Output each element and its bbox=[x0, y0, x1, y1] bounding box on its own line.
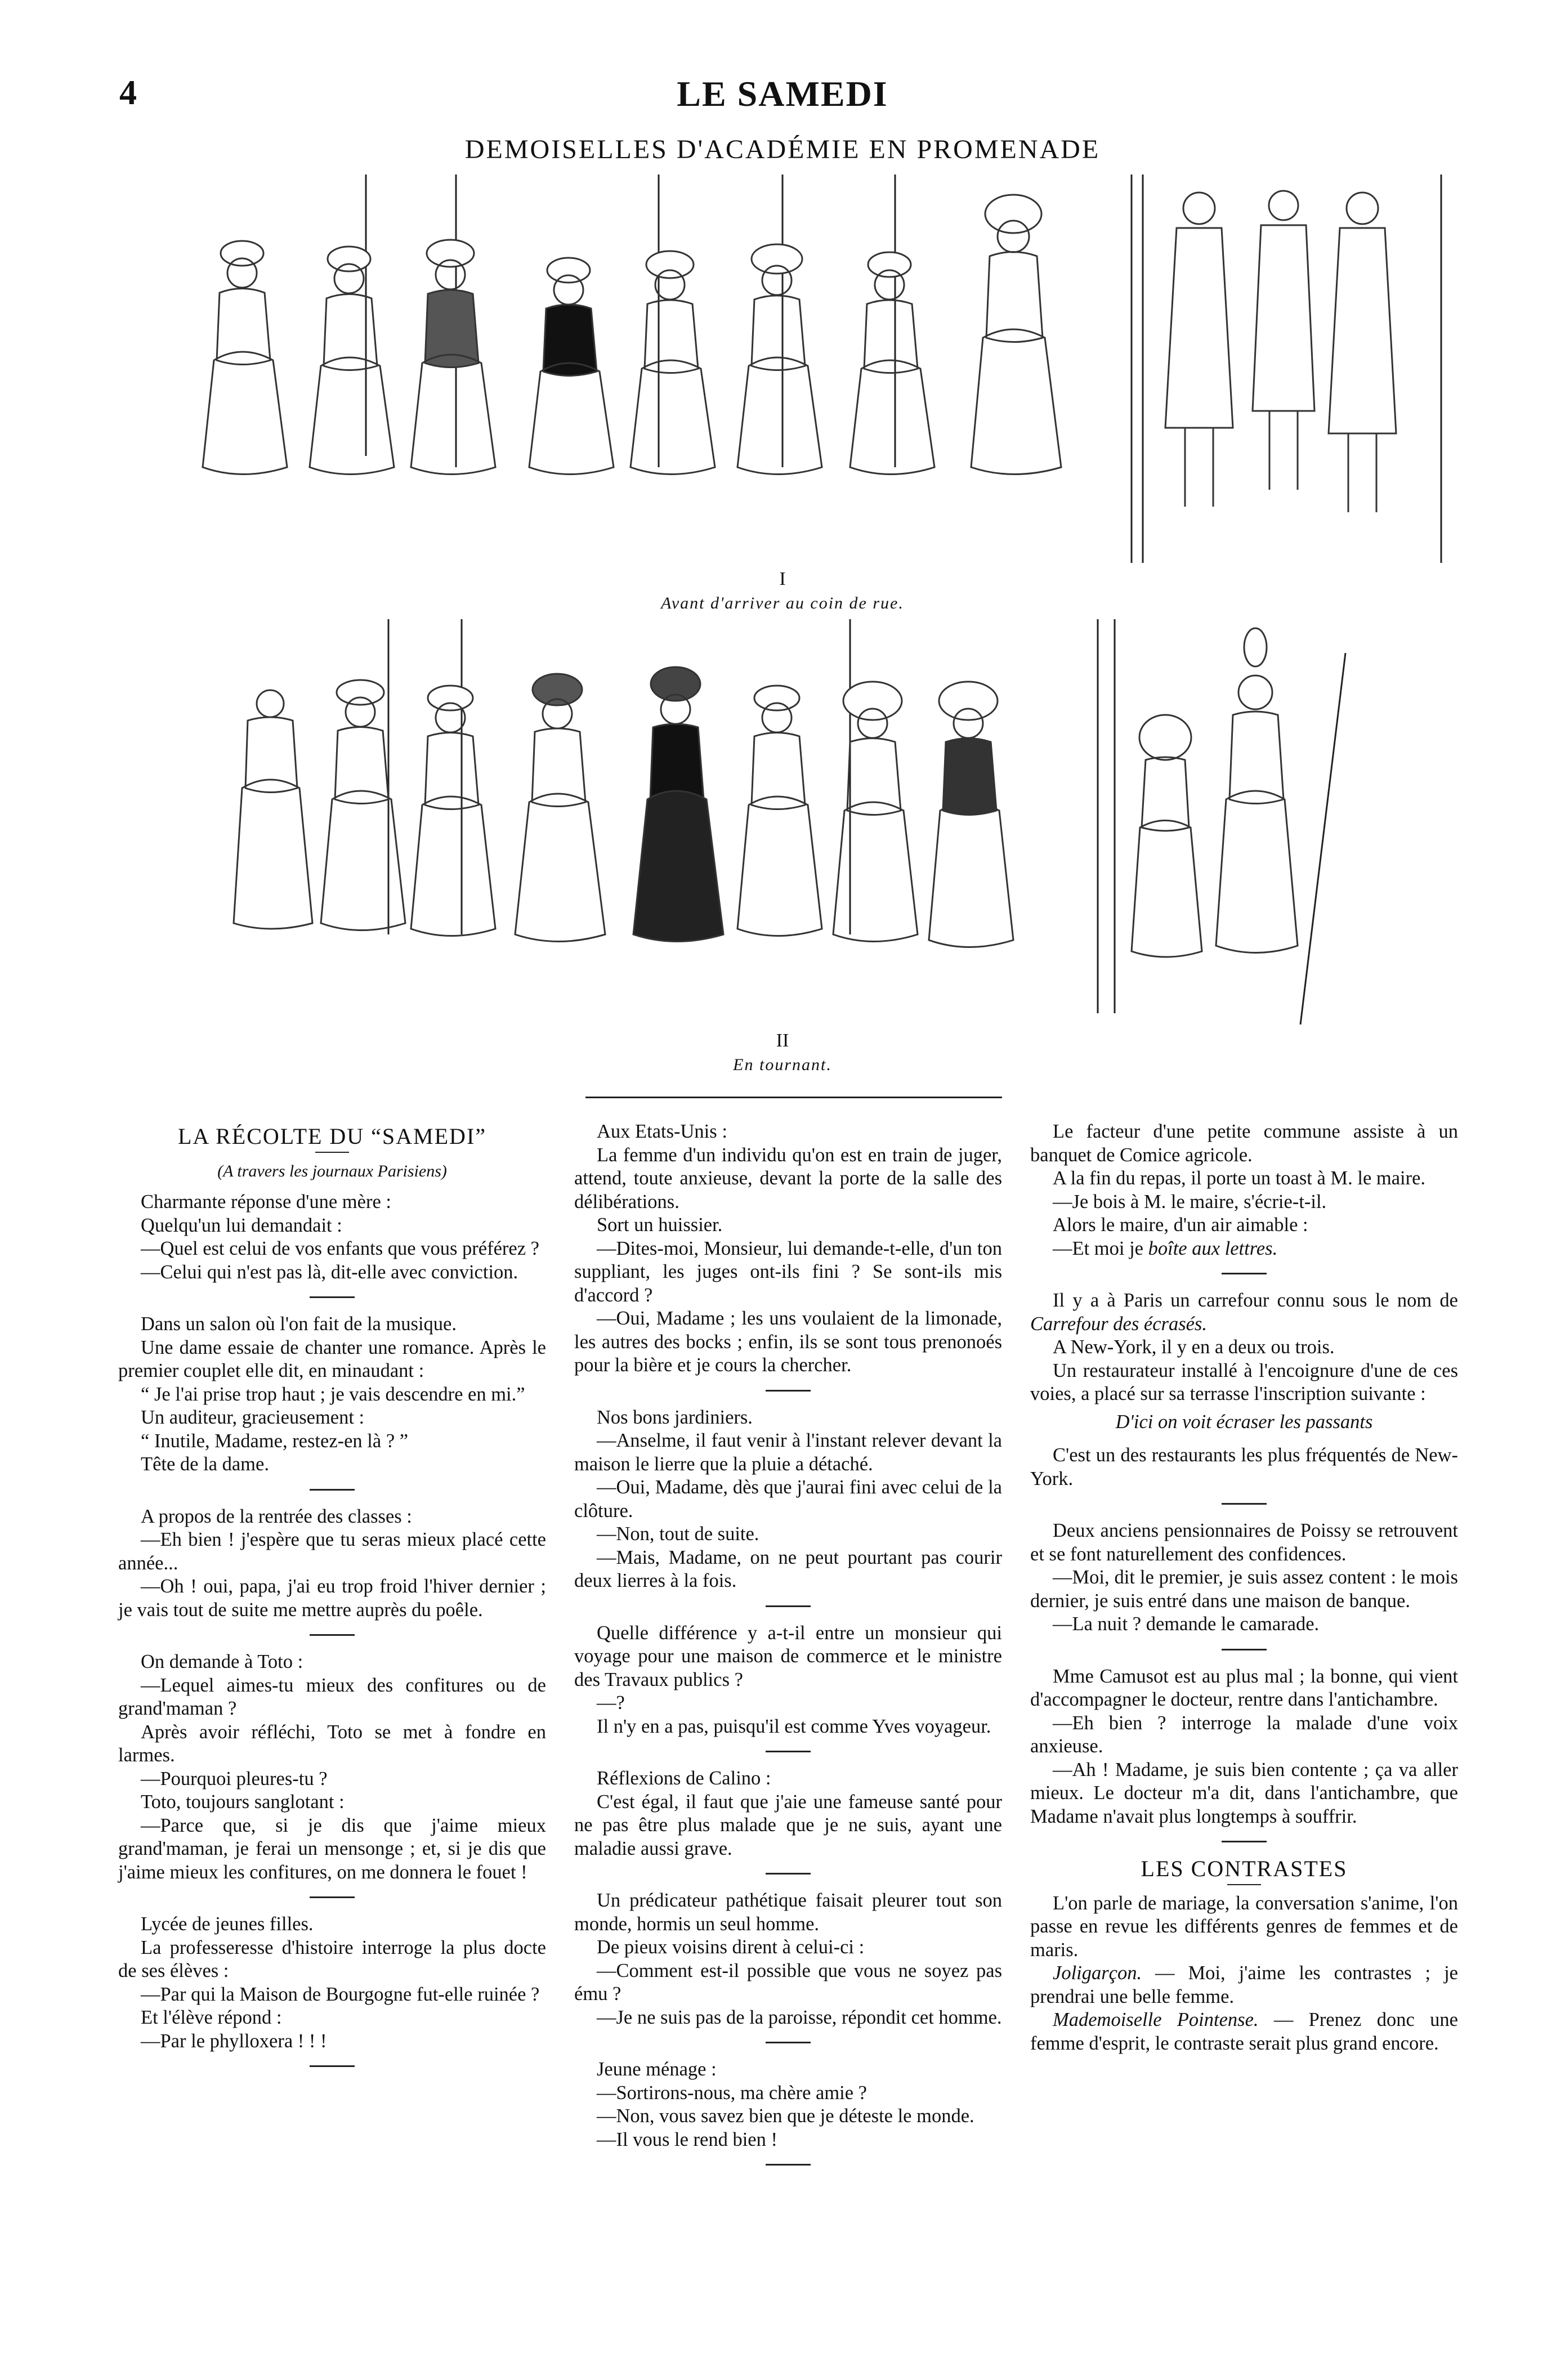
column-2 bbox=[574, 1120, 1002, 2180]
paragraph: —Non, tout de suite. bbox=[597, 1523, 759, 1545]
masthead-title: LE SAMEDI bbox=[677, 74, 888, 114]
paragraph: L'on parle de mariage, la conversation s'anime, l'on passe en revue les différents genres de femmes et de maris. bbox=[1030, 1892, 1458, 1961]
heading-rule bbox=[315, 1152, 349, 1153]
column-1 bbox=[118, 1120, 546, 2082]
separator-rule bbox=[310, 2065, 355, 2067]
paragraph: Charmante réponse d'une mère : bbox=[141, 1191, 391, 1213]
paragraph: —Parce que, si je dis que j'aime mieux grand'maman, je ferai un mensonge ; et, si je dis que j'aime mieux les confitures, on me donnera le fouet ! bbox=[118, 1814, 546, 1883]
inscription-text: D'ici on voit écraser les passants bbox=[1115, 1411, 1373, 1433]
separator-rule bbox=[310, 1634, 355, 1636]
italic-text-run: Joligarçon. bbox=[1053, 1962, 1142, 1984]
paragraph: Mme Camusot est au plus mal ; la bonne, qui vient d'accompagner le docteur, rentre dans l'antichambre. bbox=[1030, 1665, 1458, 1710]
paragraph: Un prédicateur pathétique faisait pleurer tout son monde, hormis un seul homme. bbox=[574, 1890, 1002, 1935]
paragraph: —Non, vous savez bien que je déteste le monde. bbox=[597, 2105, 974, 2127]
separator-rule bbox=[310, 1489, 355, 1491]
women-figures bbox=[203, 191, 1396, 512]
paragraph: —Celui qui n'est pas là, dit-elle avec conviction. bbox=[141, 1261, 518, 1283]
paragraph: —Mais, Madame, on ne peut pourtant pas courir deux lierres à la fois. bbox=[574, 1546, 1002, 1591]
panel-1-number: I bbox=[779, 569, 786, 589]
paragraph: Deux anciens pensionnaires de Poissy se retrouvent et se font naturellement des confidences. bbox=[1030, 1520, 1458, 1565]
section-heading-contrastes: LES CONTRASTES bbox=[1141, 1856, 1348, 1881]
separator-rule bbox=[766, 1605, 811, 1607]
panel-2-caption: En tournant. bbox=[733, 1055, 832, 1074]
paragraph: —Anselme, il faut venir à l'instant relever devant la maison le lierre que la pluie a détaché. bbox=[574, 1430, 1002, 1475]
italic-text-run: Carrefour des écrasés. bbox=[1030, 1313, 1207, 1335]
paragraph: “ Je l'ai prise trop haut ; je vais descendre en mi.” bbox=[141, 1383, 525, 1405]
paragraph bbox=[1030, 2008, 1458, 2055]
text-run: Il y a à Paris un carrefour connu sous le nom de bbox=[1053, 1290, 1458, 1311]
paragraph: Le facteur d'une petite commune assiste à un banquet de Comice agricole. bbox=[1030, 1121, 1458, 1166]
text-run: — Prenez donc une femme d'esprit, le contraste serait plus grand encore. bbox=[1030, 2009, 1458, 2054]
paragraph: “ Inutile, Madame, restez-en là ? ” bbox=[141, 1430, 409, 1452]
separator-rule bbox=[310, 1296, 355, 1298]
paragraph: La femme d'un individu qu'on est en train de juger, attend, toute anxieuse, devant la porte de la salle des délibérations. bbox=[574, 1144, 1002, 1213]
paragraph: C'est égal, il faut que j'aie une fameuse santé pour ne pas être plus malade que je ne suis, ayant une maladie aussi grave. bbox=[574, 1791, 1002, 1859]
paragraph: —Par qui la Maison de Bourgogne fut-elle ruinée ? bbox=[141, 1983, 540, 2005]
paragraph: —Quel est celui de vos enfants que vous préférez ? bbox=[141, 1238, 539, 1259]
paragraph: Dans un salon où l'on fait de la musique. bbox=[141, 1313, 457, 1335]
paragraph: —Ah ! Madame, je suis bien contente ; ça va aller mieux. Le docteur m'a dit, dans l'antichambre, que Madame n'avait plus longtemps à souffrir. bbox=[1030, 1759, 1458, 1827]
paragraph: —Dites-moi, Monsieur, lui demande-t-elle, d'un ton suppliant, les juges ont-ils fini ? Se sont-ils mis d'accord ? bbox=[574, 1237, 1002, 1306]
text-run: —Et moi je bbox=[1053, 1237, 1148, 1259]
paragraph: Nos bons jardiniers. bbox=[597, 1406, 753, 1428]
paragraph: Et l'élève répond : bbox=[141, 2007, 282, 2028]
paragraph: Jeune ménage : bbox=[597, 2059, 717, 2080]
separator-rule bbox=[1222, 1503, 1267, 1505]
paragraph: —? bbox=[597, 1692, 625, 1714]
heading-rule bbox=[1227, 1884, 1261, 1885]
paragraph: —Par le phylloxera ! ! ! bbox=[141, 2030, 327, 2052]
paragraph: —Oui, Madame, dès que j'aurai fini avec celui de la clôture. bbox=[574, 1477, 1002, 1522]
paragraph: —Il vous le rend bien ! bbox=[597, 2128, 777, 2150]
paragraph: —Pourquoi pleures-tu ? bbox=[141, 1768, 328, 1790]
paragraph: C'est un des restaurants les plus fréquentés de New-York. bbox=[1030, 1444, 1458, 1489]
paragraph: —La nuit ? demande le camarade. bbox=[1053, 1613, 1320, 1635]
page-number: 4 bbox=[119, 74, 137, 112]
paragraph: Sort un huissier. bbox=[597, 1214, 723, 1236]
paragraph: Tête de la dame. bbox=[141, 1453, 269, 1475]
separator-rule bbox=[766, 1873, 811, 1875]
separator-rule bbox=[766, 2042, 811, 2043]
paragraph: De pieux voisins dirent à celui-ci : bbox=[597, 1936, 865, 1958]
paragraph: On demande à Toto : bbox=[141, 1651, 303, 1672]
separator-rule bbox=[1222, 1273, 1267, 1274]
paragraph: —Eh bien ? interroge la malade d'une voix anxieuse. bbox=[1030, 1712, 1458, 1757]
paragraph: Réflexions de Calino : bbox=[597, 1768, 771, 1789]
paragraph bbox=[1030, 1237, 1458, 1261]
paragraph: Toto, toujours sanglotant : bbox=[141, 1791, 345, 1813]
paragraph: A propos de la rentrée des classes : bbox=[141, 1505, 412, 1527]
text-run: — Moi, j'aime les contrastes ; je prendrai une belle femme. bbox=[1030, 1962, 1458, 2007]
column-3 bbox=[1030, 1120, 1458, 2055]
paragraph: —Je bois à M. le maire, s'écrie-t-il. bbox=[1053, 1191, 1327, 1213]
paragraph: —Moi, dit le premier, je suis assez content : le mois dernier, je suis entré dans une maison de banque. bbox=[1030, 1567, 1458, 1612]
paragraph: Aux Etats-Unis : bbox=[597, 1121, 727, 1142]
section-subheading: (A travers les journaux Parisiens) bbox=[217, 1161, 447, 1180]
paragraph: Il n'y en a pas, puisqu'il est comme Yves voyageur. bbox=[597, 1715, 991, 1737]
separator-rule bbox=[766, 1751, 811, 1752]
paragraph: —Sortirons-nous, ma chère amie ? bbox=[597, 2082, 867, 2104]
paragraph bbox=[1030, 1289, 1458, 1336]
separator-rule bbox=[766, 1390, 811, 1392]
paragraph: Un auditeur, gracieusement : bbox=[141, 1407, 365, 1428]
paragraph: —Lequel aimes-tu mieux des confitures ou de grand'maman ? bbox=[118, 1674, 546, 1719]
paragraph: Quelle différence y a-t-il entre un monsieur qui voyage pour une maison de commerce et le ministre des Travaux publics ? bbox=[574, 1622, 1002, 1690]
paragraph: —Oui, Madame ; les uns voulaient de la limonade, les autres des bocks ; enfin, ils se sont tous prenonoés pour la bière et je cours la chercher. bbox=[574, 1308, 1002, 1376]
paragraph: A la fin du repas, il porte un toast à M. le maire. bbox=[1053, 1167, 1426, 1189]
illustration-title: DEMOISELLES D'ACADÉMIE EN PROMENADE bbox=[464, 135, 1101, 164]
column-divider-rule bbox=[585, 1097, 1002, 1098]
italic-text-run: boîte aux lettres. bbox=[1148, 1237, 1278, 1259]
women-figures bbox=[234, 628, 1298, 957]
paragraph: —Comment est-il possible que vous ne soyez pas ému ? bbox=[574, 1960, 1002, 2005]
separator-rule bbox=[1222, 1841, 1267, 1842]
italic-text-run: Mademoiselle Pointense. bbox=[1053, 2009, 1259, 2030]
illustration-panel-2 bbox=[220, 619, 1424, 1025]
section-heading-recolte: LA RÉCOLTE DU “SAMEDI” bbox=[177, 1124, 487, 1149]
panel-1-caption: Avant d'arriver au coin de rue. bbox=[661, 594, 904, 612]
paragraph: La professeresse d'histoire interroge la plus docte de ses élèves : bbox=[118, 1936, 546, 1981]
paragraph: —Je ne suis pas de la paroisse, répondit cet homme. bbox=[597, 2006, 1002, 2028]
panel-2-number: II bbox=[776, 1030, 789, 1051]
separator-rule bbox=[766, 2164, 811, 2166]
paragraph: Quelqu'un lui demandait : bbox=[141, 1214, 342, 1236]
paragraph: A New-York, il y en a deux ou trois. bbox=[1053, 1336, 1335, 1358]
paragraph: Après avoir réfléchi, Toto se met à fondre en larmes. bbox=[118, 1721, 546, 1766]
paragraph: —Oh ! oui, papa, j'ai eu trop froid l'hiver dernier ; je vais tout de suite me mettre auprès du poêle. bbox=[118, 1576, 546, 1621]
paragraph: Lycée de jeunes filles. bbox=[141, 1913, 314, 1935]
illustration-panel-1 bbox=[163, 175, 1464, 563]
paragraph: Un restaurateur installé à l'encoignure d'une de ces voies, a placé sur sa terrasse l'inscription suivante : bbox=[1030, 1359, 1458, 1404]
paragraph: Alors le maire, d'un air aimable : bbox=[1053, 1214, 1308, 1236]
paragraph: —Eh bien ! j'espère que tu seras mieux placé cette année... bbox=[118, 1529, 546, 1574]
paragraph bbox=[1030, 1962, 1458, 2008]
separator-rule bbox=[1222, 1649, 1267, 1650]
paragraph: Une dame essaie de chanter une romance. Après le premier couplet elle dit, en minaudant : bbox=[118, 1336, 546, 1381]
separator-rule bbox=[310, 1896, 355, 1898]
